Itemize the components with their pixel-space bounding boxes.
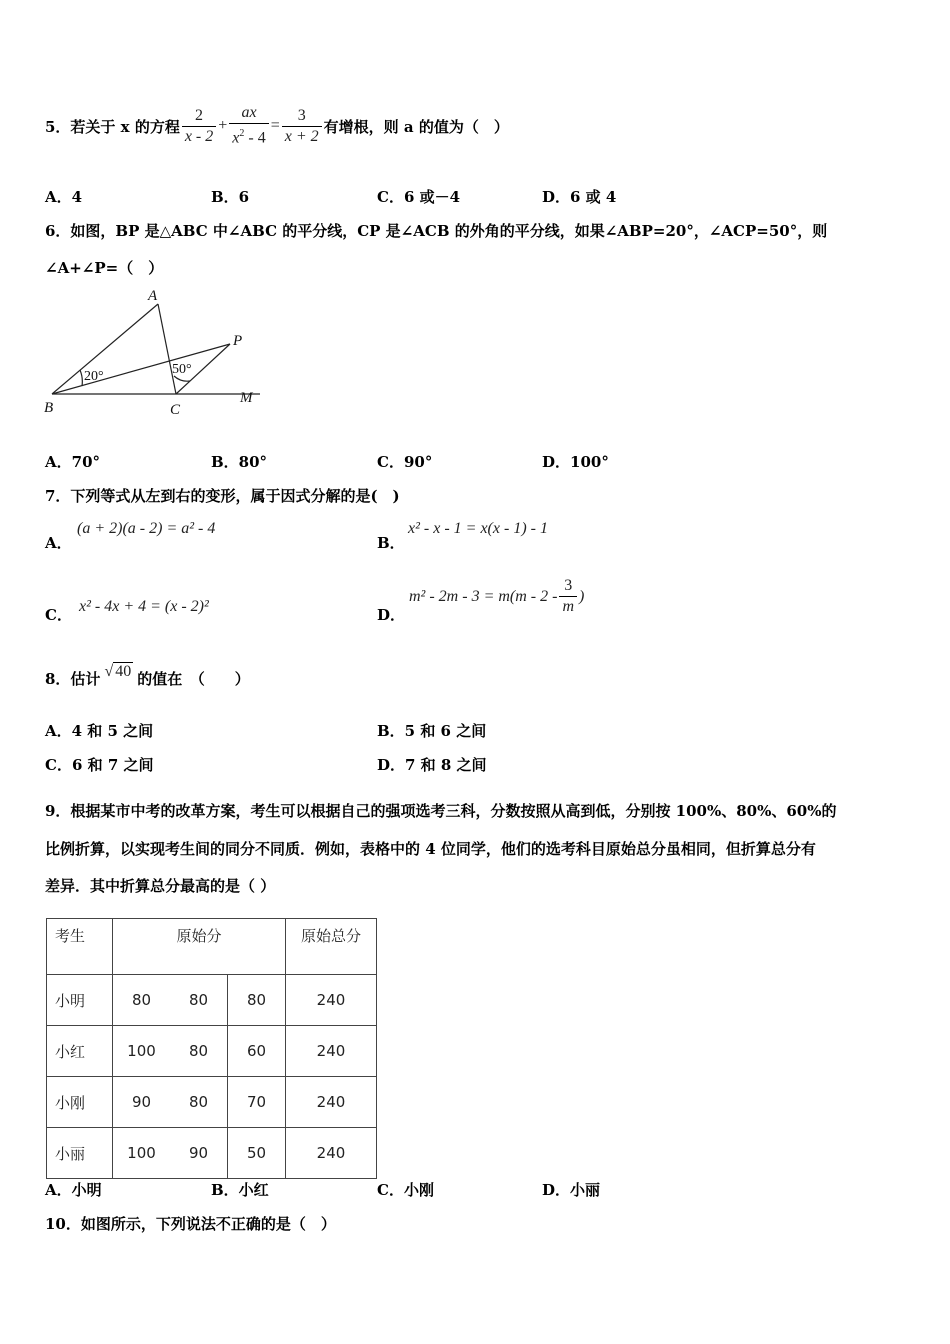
line-ba	[52, 304, 158, 394]
q5-prefix: 5．若关于 x 的方程	[45, 117, 180, 136]
question-9-line-1: 9．根据某市中考的改革方案，考生可以根据自己的强项选考三科，分数按照从高到低，分别按 100%、80%、60%的	[45, 802, 837, 820]
q6-option-a[interactable]: A．70°	[45, 453, 101, 471]
q9-option-d[interactable]: D．小丽	[542, 1181, 601, 1199]
q7-option-a-expression: (a + 2)(a - 2) = a² - 4	[77, 520, 216, 537]
q7-option-d-expression: m² - 2m - 3 = m(m - 2 - $\frac{3}{m}$ )	[409, 577, 585, 615]
score-cell: 50	[228, 1128, 286, 1179]
table-row	[47, 1026, 377, 1077]
q8-option-a[interactable]: A．4 和 5 之间	[45, 722, 154, 740]
score-cell: 100	[113, 1026, 171, 1077]
score-cell: 80	[228, 975, 286, 1026]
q6-option-c[interactable]: C．90°	[377, 453, 433, 471]
score-cell: 80	[170, 975, 228, 1026]
header-raw-scores: 原始分	[113, 919, 286, 975]
table-row	[47, 1128, 377, 1179]
q7-d-fraction: $\frac{3}{m}$	[559, 576, 577, 617]
q8-sqrt: √ 40	[104, 663, 132, 680]
score-table	[46, 918, 377, 1179]
student-name: 小丽	[47, 1128, 113, 1179]
q5-option-a[interactable]: A．4	[45, 188, 83, 206]
score-cell: 70	[228, 1077, 286, 1128]
q9-option-a[interactable]: A．小明	[45, 1181, 102, 1199]
header-student: 考生	[47, 919, 113, 975]
q5-fraction-1: $\frac{2}{x - 2}$	[182, 106, 216, 147]
q5-option-c[interactable]: C．6 或－4	[377, 188, 461, 206]
table-row	[47, 1077, 377, 1128]
table-row	[47, 975, 377, 1026]
question-6-line-1: 6．如图，BP 是△ABC 中∠ABC 的平分线，CP 是∠ACB 的外角的平分线，如果∠ABP=20°，∠ACP=50°，则	[45, 222, 828, 240]
score-cell: 80	[170, 1077, 228, 1128]
q6-option-d[interactable]: D．100°	[542, 453, 609, 471]
question-9-line-3: 差异．其中折算总分最高的是（ ）	[45, 877, 276, 895]
q6-option-b[interactable]: B．80°	[211, 453, 268, 471]
q7-option-b-expression: x² - x - 1 = x(x - 1) - 1	[408, 520, 548, 537]
q8-option-c[interactable]: C．6 和 7 之间	[45, 756, 154, 774]
question-8-stem	[45, 662, 250, 689]
q5-suffix: 有增根，则 a 的值为（ ）	[323, 117, 509, 136]
label-c: C	[170, 402, 181, 418]
q7-option-b-label[interactable]: B．	[377, 534, 405, 552]
total-cell: 240	[286, 1077, 377, 1128]
label-a: A	[148, 288, 158, 304]
score-cell: 80	[170, 1026, 228, 1077]
q5-option-b[interactable]: B．6	[211, 188, 250, 206]
q5-option-d[interactable]: D．6 或 4	[542, 188, 617, 206]
q7-option-a-label[interactable]: A．	[45, 534, 72, 552]
table-header-row	[47, 919, 377, 975]
total-cell: 240	[286, 1026, 377, 1077]
question-5-stem	[45, 104, 509, 148]
question-6-line-2: ∠A+∠P=（ ）	[45, 259, 164, 277]
score-cell: 90	[113, 1077, 171, 1128]
total-cell: 240	[286, 1128, 377, 1179]
score-cell: 100	[113, 1128, 171, 1179]
question-7-stem: 7．下列等式从左到右的变形，属于因式分解的是( )	[45, 487, 400, 505]
student-name: 小明	[47, 975, 113, 1026]
q7-option-d-label[interactable]: D．	[377, 606, 406, 624]
score-cell: 80	[113, 975, 171, 1026]
line-ac	[158, 304, 176, 394]
score-cell: 90	[170, 1128, 228, 1179]
q8-prefix: 8．估计	[45, 670, 101, 688]
q7-option-c-expression: x² - 4x + 4 = (x - 2)²	[79, 598, 209, 615]
label-b: B	[44, 400, 54, 416]
triangle-figure	[40, 282, 270, 422]
q9-option-b[interactable]: B．小红	[211, 1181, 269, 1199]
angle-label-50: 50°	[172, 362, 192, 377]
q7-option-c-label[interactable]: C．	[45, 606, 72, 624]
label-p: P	[233, 333, 243, 349]
q5-equation: $\frac{2}{x - 2}$ + $\frac{ax}{x^2 - 4}$ = $\frac{3}{x + 2}$	[180, 103, 324, 148]
angle-arc-b	[80, 370, 82, 386]
question-9-line-2: 比例折算，以实现考生间的同分不同质．例如，表格中的 4 位同学，他们的选考科目原始总分虽相同，但折算总分有	[45, 840, 816, 858]
label-m: M	[240, 390, 253, 406]
q8-option-b[interactable]: B．5 和 6 之间	[377, 722, 487, 740]
header-raw-total: 原始总分	[286, 919, 377, 975]
q5-fraction-2: $\frac{ax}{x^2 - 4}$	[229, 103, 268, 148]
score-cell: 60	[228, 1026, 286, 1077]
question-10-stem: 10．如图所示，下列说法不正确的是（ ）	[45, 1215, 336, 1233]
q8-option-d[interactable]: D．7 和 8 之间	[377, 756, 487, 774]
q9-option-c[interactable]: C．小刚	[377, 1181, 434, 1199]
angle-label-20: 20°	[84, 369, 104, 384]
student-name: 小刚	[47, 1077, 113, 1128]
q8-suffix: 的值在 （ ）	[137, 670, 250, 688]
student-name: 小红	[47, 1026, 113, 1077]
q5-fraction-3: $\frac{3}{x + 2}$	[282, 106, 322, 147]
total-cell: 240	[286, 975, 377, 1026]
